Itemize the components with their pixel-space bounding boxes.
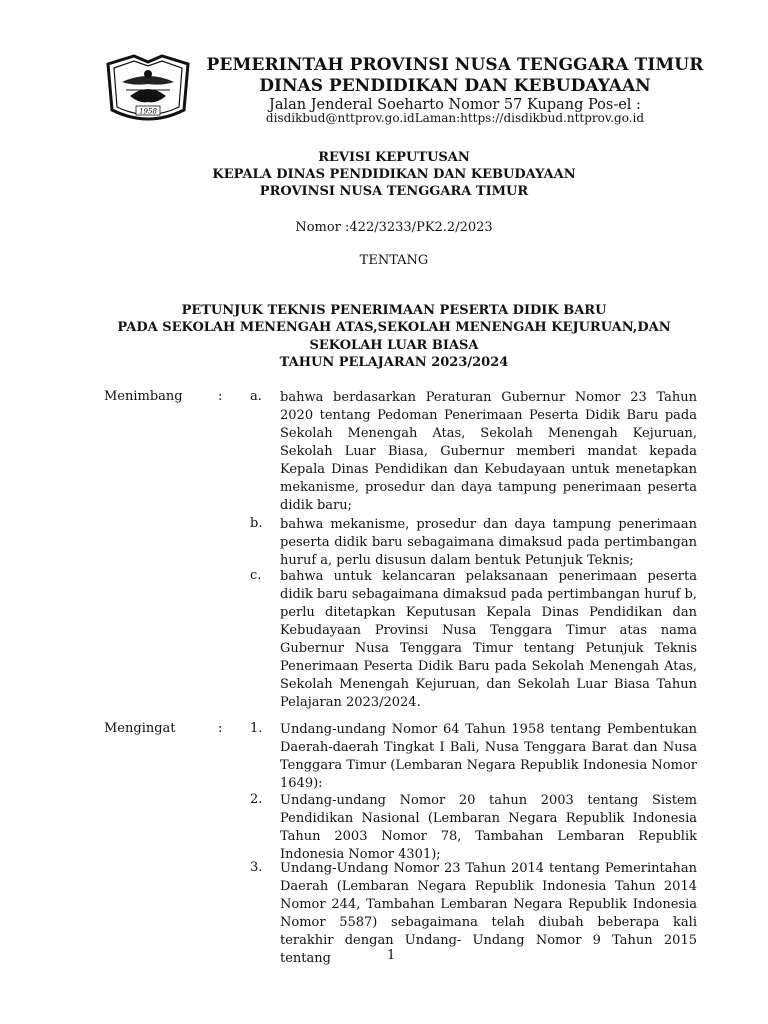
subject-line-2: PADA SEKOLAH MENENGAH ATAS,SEKOLAH MENENGAH KEJURUAN,DAN xyxy=(117,320,671,335)
letterhead-government: PEMERINTAH PROVINSI NUSA TENGGARA TIMUR xyxy=(206,55,704,75)
decree-issuer: KEPALA DINAS PENDIDIKAN DAN KEBUDAYAAN xyxy=(212,167,576,182)
subject-line-4: TAHUN PELAJARAN 2023/2024 xyxy=(279,355,509,370)
emblem-year: 1958 xyxy=(139,107,157,116)
menimbang-item-a: bahwa berdasarkan Peraturan Gubernur Nomor 23 Tahun 2020 tentang Pedoman Penerimaan Peserta Didik Baru pada Sekolah Menengah Atas, Sekolah Menengah Kejuruan, Sekolah Luar Biasa, Gubernur memberi mandat kepada Kepala Dinas Pendidikan dan Kebudayaan untuk menetapkan mekanisme, prosedur dan daya tampung penerimaan peserta didik baru; xyxy=(280,390,697,513)
mengingat-item-3: Undang-Undang Nomor 23 Tahun 2014 tentang Pemerintahan Daerah (Lembaran Negara Republik Indonesia Tahun 2014 Nomor 244, Tambahan Lembaran Negara Republik Indonesia Nomor 5587) sebagaimana telah diubah beberapa kali terakhir dengan Undang- Undang Nomor 9 Tahun 2015 tentang xyxy=(280,861,697,966)
mengingat-colon: : xyxy=(218,721,223,736)
menimbang-label: Menimbang xyxy=(104,389,183,404)
letterhead-contact: disdikbud@nttprov.go.idLaman:https://disdikbud.nttprov.go.id xyxy=(265,111,645,125)
menimbang-mark-b: b. xyxy=(250,516,263,531)
mengingat-item-1: Undang-undang Nomor 64 Tahun 1958 tentang Pembentukan Daerah-daerah Tingkat I Bali, Nusa Tenggara Barat dan Nusa Tenggara Timur (Lembaran Negara Republik Indonesia Nomor 1649): xyxy=(280,722,697,791)
mengingat-item-2: Undang-undang Nomor 20 tahun 2003 tentang Sistem Pendidikan Nasional (Lembaran Negara Republik Indonesia Tahun 2003 Nomor 78, Tambahan Lembaran Republik Indonesia Nomor 4301); xyxy=(280,793,697,862)
mengingat-mark-1: 1. xyxy=(250,721,263,736)
menimbang-mark-c: c. xyxy=(250,568,262,583)
decree-province: PROVINSI NUSA TENGGARA TIMUR xyxy=(259,184,529,199)
decree-title: REVISI KEPUTUSAN xyxy=(318,150,470,165)
decree-number: Nomor :422/3233/PK2.2/2023 xyxy=(295,220,493,235)
menimbang-colon: : xyxy=(218,389,223,404)
mengingat-mark-2: 2. xyxy=(250,792,263,807)
ntt-emblem-icon xyxy=(100,52,196,128)
menimbang-mark-a: a. xyxy=(250,389,262,404)
subject-line-1: PETUNJUK TEKNIS PENERIMAAN PESERTA DIDIK BARU xyxy=(181,303,607,318)
letterhead-department: DINAS PENDIDIKAN DAN KEBUDAYAAN xyxy=(259,76,651,96)
tentang-label: TENTANG xyxy=(359,253,429,268)
menimbang-item-c: bahwa untuk kelancaran pelaksanaan penerimaan peserta didik baru sebagaimana dimaksud pada pertimbangan huruf b, perlu ditetapkan Keputusan Kepala Dinas Pendidikan dan Kebudayaan Provinsi Nusa Tenggara Timur atas nama Gubernur Nusa Tenggara Timur tentang Petunjuk Teknis Penerimaan Peserta Didik Baru pada Sekolah Menengah Atas, Sekolah Menengah Kejuruan, dan Sekolah Luar Biasa Tahun Pelajaran 2023/2024. xyxy=(280,569,697,710)
letterhead-address: Jalan Jenderal Soeharto Nomor 57 Kupang Pos-el : xyxy=(269,97,641,113)
menimbang-item-b: bahwa mekanisme, prosedur dan daya tampung penerimaan peserta didik baru sebagaimana dimaksud pada pertimbangan huruf a, perlu disusun dalam bentuk Petunjuk Teknis; xyxy=(280,517,697,568)
page-number: 1 xyxy=(387,948,396,963)
subject-line-3: SEKOLAH LUAR BIASA xyxy=(309,338,479,353)
mengingat-label: Mengingat xyxy=(104,721,176,736)
mengingat-mark-3: 3. xyxy=(250,860,263,875)
